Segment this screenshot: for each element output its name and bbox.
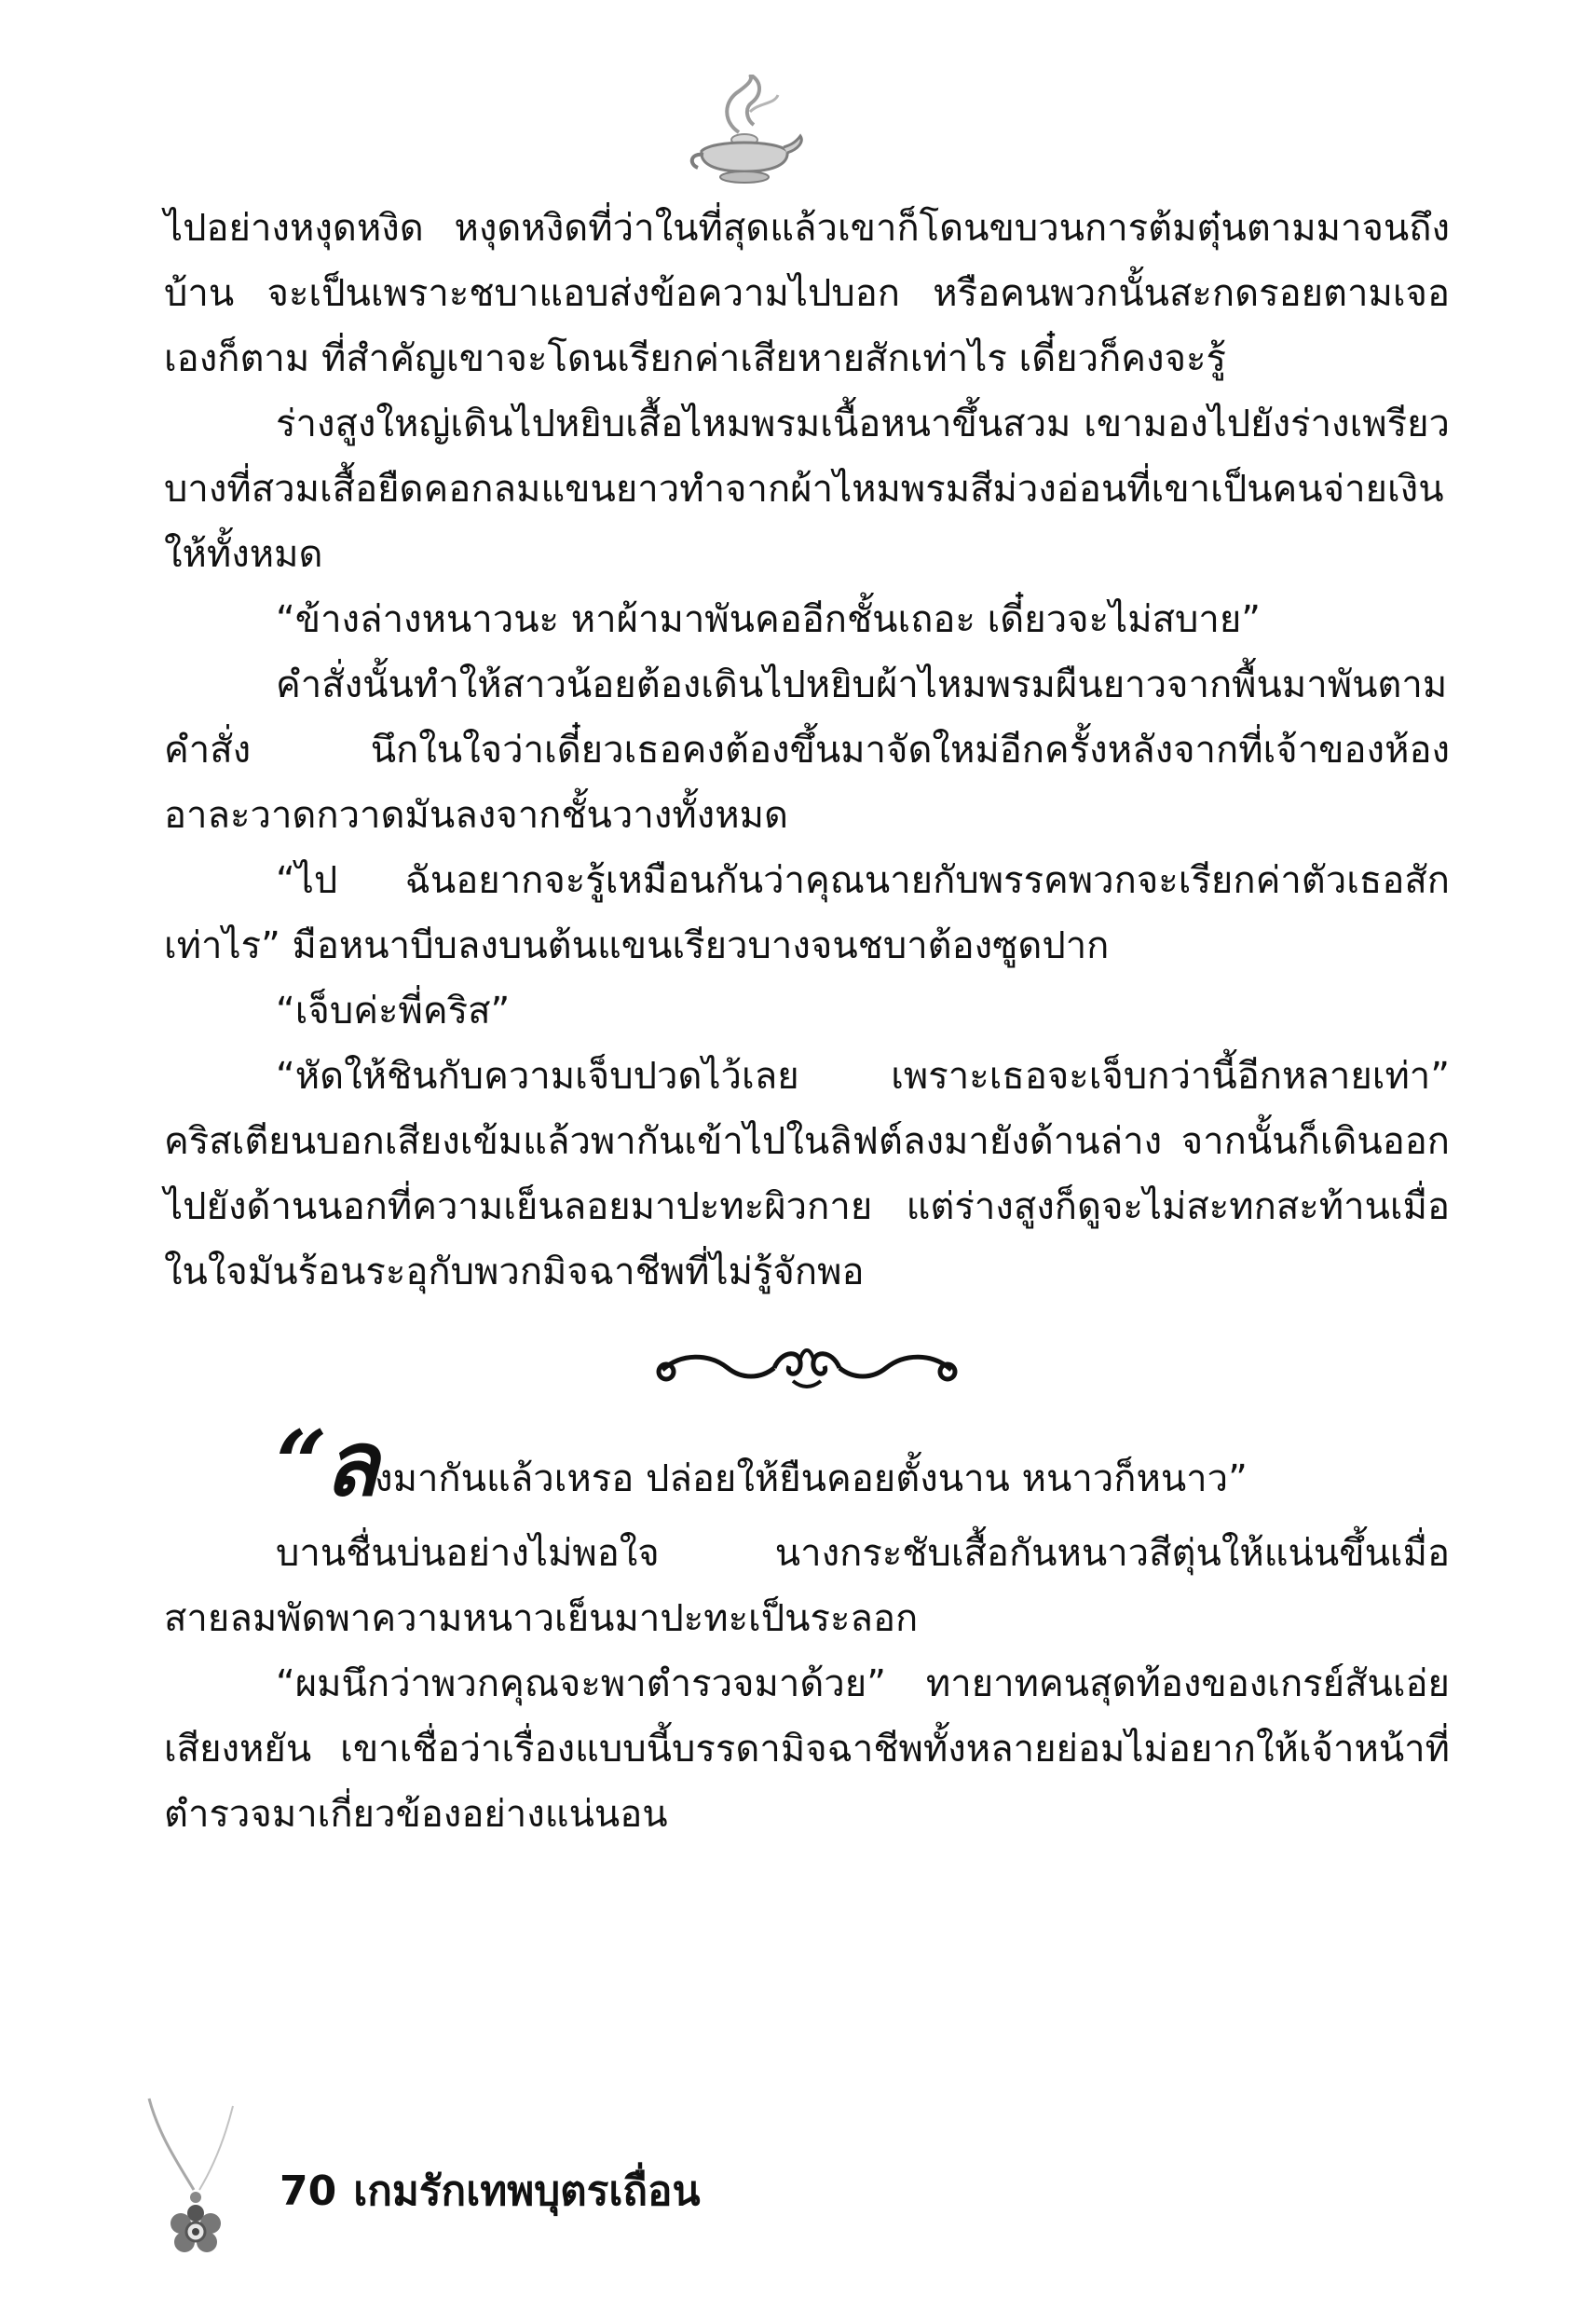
page-footer — [140, 2097, 885, 2264]
paragraph: “ผมนึกว่าพวกคุณจะพาตำรวจมาด้วย” ทายาทคนสุดท้องของเกรย์สันเอ่ยเสียงหยัน เขาเชื่อว่าเรื่องแบบนี้บรรดามิจฉาชีพทั้งหลายย่อมไม่อยากให้เจ้าหน้าที่ตำรวจมาเกี่ยวข้องอย่างแน่นอน — [164, 1662, 1450, 1836]
paragraph: ไปอย่างหงุดหงิด หงุดหงิดที่ว่าในที่สุดแล้วเขาก็โดนขบวนการต้มตุ๋นตามมาจนถึงบ้าน จะเป็นเพราะชบาแอบส่งข้อความไปบอก หรือคนพวกนั้นสะกดรอยตามเจอเองก็ตาม ที่สำคัญเขาจะโดนเรียกค่าเสียหายสักเท่าไร เดี๋ยวก็คงจะรู้ — [164, 207, 1450, 380]
paragraph: ร่างสูงใหญ่เดินไปหยิบเสื้อไหมพรมเนื้อหนาขึ้นสวม เขามองไปยังร่างเพรียวบางที่สวมเสื้อยืดคอกลมแขนยาวทำจากผ้าไหมพรมสีม่วงอ่อนที่เขาเป็นคนจ่ายเงินให้ทั้งหมด — [164, 403, 1450, 576]
footer-text — [280, 2158, 701, 2223]
book-title: เกมรักเทพบุตรเถื่อน — [353, 2167, 701, 2215]
paragraph: “หัดให้ชินกับความเจ็บปวดไว้เลย เพราะเธอจะเจ็บกว่านี้อีกหลายเท่า” คริสเตียนบอกเสียงเข้มแล้วพากันเข้าไปในลิฟต์ลงมายังด้านล่าง จากนั้นก็เดินออกไปยังด้านนอกที่ความเย็นลอยมาปะทะผิวกาย แต่ร่างสูงก็ดูจะไม่สะทกสะท้านเมื่อในใจมันร้อนระอุกับพวกมิจฉาชีพที่ไม่รู้จักพอ — [164, 1055, 1450, 1293]
scroll-divider-icon — [653, 1340, 961, 1396]
paragraph: คำสั่งนั้นทำให้สาวน้อยต้องเดินไปหยิบผ้าไหมพรมผืนยาวจากพื้นมาพันตามคำสั่ง นึกในใจว่าเดี๋ยวเธอคงต้องขึ้นมาจัดใหม่อีกครั้งหลังจากที่เจ้าของห้องอาละวาดกวาดมันลงจากชั้นวางทั้งหมด — [164, 663, 1450, 837]
paragraph: “เจ็บค่ะพี่คริส” — [276, 990, 511, 1032]
drop-cap-letter: ล — [323, 1411, 375, 1516]
opening-line-text: งมากันแล้วเหรอ ปล่อยให้ยืนคอยตั้งนาน หนาวก็หนาว” — [375, 1457, 1248, 1500]
paragraph: บานชื่นบ่นอย่างไม่พอใจ นางกระชับเสื้อกันหนาวสีตุ่นให้แน่นขึ้นเมื่อสายลมพัดพาความหนาวเย็นมาปะทะเป็นระลอก — [164, 1532, 1450, 1640]
chapter-opening-line — [164, 1411, 1450, 1521]
paragraph: “ข้างล่างหนาวนะ หาผ้ามาพันคออีกชั้นเถอะ เดี๋ยวจะไม่สบาย” — [276, 598, 1262, 641]
paragraph: “ไป ฉันอยากจะรู้เหมือนกันว่าคุณนายกับพรรคพวกจะเรียกค่าตัวเธอสักเท่าไร” มือหนาบีบลงบนต้นแขนเรียวบางจนชบาต้องซูดปาก — [164, 859, 1450, 967]
drop-cap-quote: “ — [276, 1411, 324, 1516]
genie-lamp-icon — [685, 75, 806, 186]
page-number: 70 — [280, 2167, 337, 2215]
flower-pendant-icon — [140, 2097, 252, 2264]
body-text — [164, 196, 1450, 1847]
